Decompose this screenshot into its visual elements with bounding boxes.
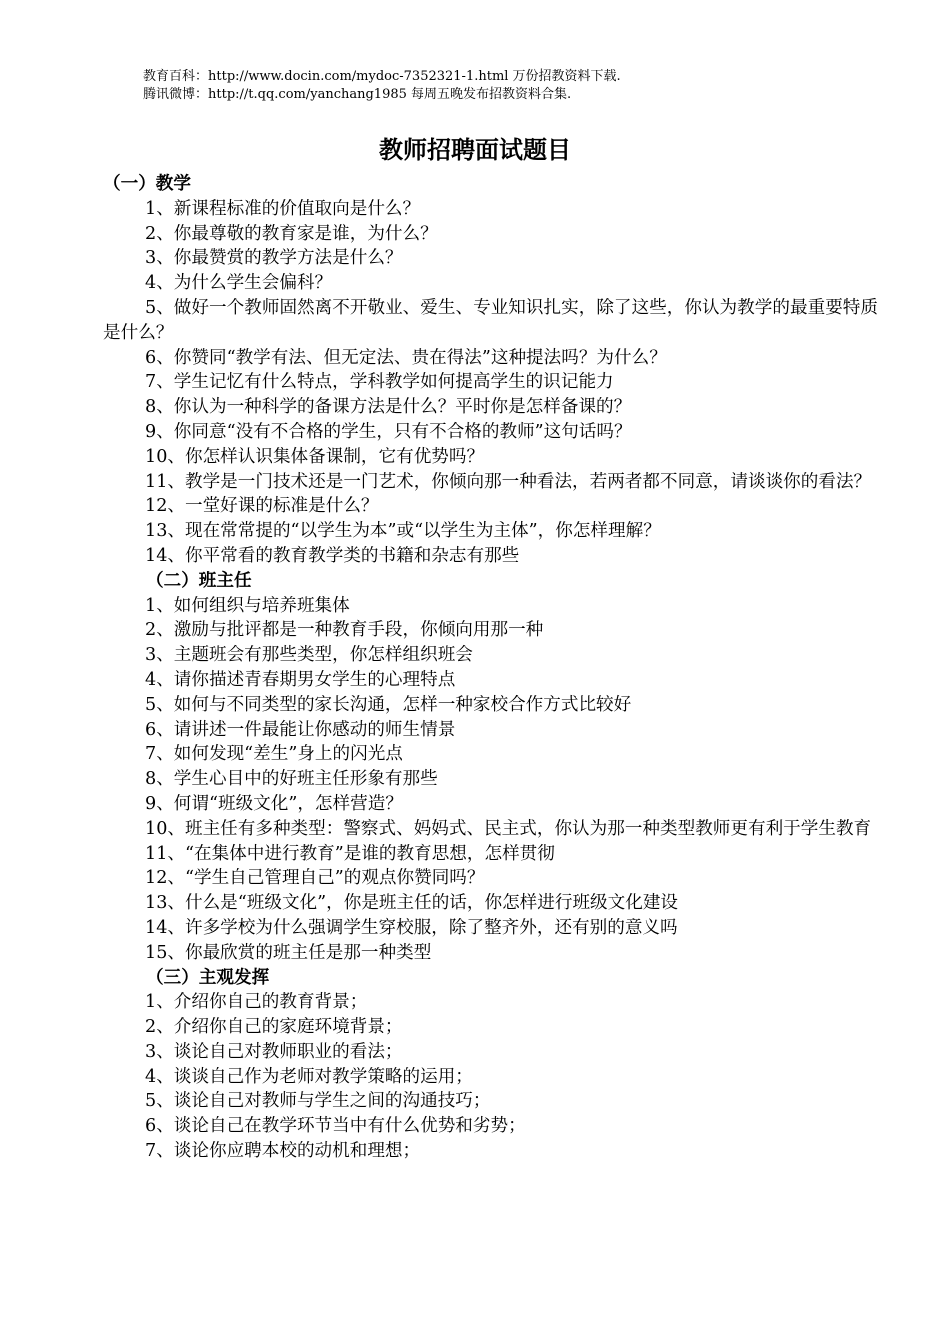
section-heading-head-teacher: （二）班主任 (146, 570, 252, 591)
question-item: 1、如何组织与培养班集体 (145, 595, 350, 616)
question-item: 2、激励与批评都是一种教育手段，你倾向用那一种 (145, 620, 544, 641)
question-item: 12、一堂好课的标准是什么？ (145, 496, 379, 517)
question-item: 5、如何与不同类型的家长沟通，怎样一种家校合作方式比较好 (145, 694, 632, 715)
question-item: 9、何谓“班级文化”，怎样营造？ (145, 793, 403, 814)
question-item: 15、你最欣赏的班主任是那一种类型 (145, 942, 432, 963)
question-item: 6、谈论自己在教学环节当中有什么优势和劣势； (145, 1116, 526, 1137)
question-item: 4、请你描述青春期男女学生的心理特点 (145, 669, 456, 690)
document-body (103, 172, 878, 1164)
header-line-weibo: 腾讯微博：http://t.qq.com/yanchang1985 每周五晚发布招教资料合集. (143, 87, 572, 102)
question-item: 11、教学是一门技术还是一门艺术，你倾向那一种看法，若两者都不同意，请谈谈你的看法？ (145, 471, 872, 492)
question-item: 10、班主任有多种类型：警察式、妈妈式、民主式，你认为那一种类型教师更有利于学生教育 (145, 818, 872, 839)
question-item: 4、为什么学生会偏科？ (145, 273, 333, 294)
question-item: 6、你赞同“教学有法、但无定法、贵在得法”这种提法吗？为什么？ (145, 347, 667, 368)
header-line-docin: 教育百科：http://www.docin.com/mydoc-7352321-1.html 万份招教资料下载. (143, 69, 621, 84)
question-item: 3、主题班会有那些类型，你怎样组织班会 (145, 645, 473, 666)
question-item: 1、新课程标准的价值取向是什么？ (145, 198, 421, 219)
question-item: 9、你同意“没有不合格的学生，只有不合格的教师”这句话吗？ (145, 421, 632, 442)
question-item: 8、学生心目中的好班主任形象有那些 (145, 769, 438, 790)
question-item: 2、介绍你自己的家庭环境背景； (145, 1017, 403, 1038)
question-item: 7、谈论你应聘本校的动机和理想； (145, 1141, 421, 1162)
question-item: 14、你平常看的教育教学类的书籍和杂志有那些 (145, 545, 520, 566)
question-item: 6、请讲述一件最能让你感动的师生情景 (145, 719, 456, 740)
question-item: 1、介绍你自己的教育背景； (145, 992, 368, 1013)
question-item: 4、谈谈自己作为老师对教学策略的运用； (145, 1066, 473, 1087)
question-item: 14、许多学校为什么强调学生穿校服，除了整齐外，还有别的意义吗 (145, 917, 678, 938)
section-heading-teaching: （一）教学 (103, 174, 191, 194)
question-item: 3、你最赞赏的教学方法是什么？ (145, 248, 403, 269)
question-item: 3、谈论自己对教师职业的看法； (145, 1041, 403, 1062)
question-item: 10、你怎样认识集体备课制，它有优势吗？ (145, 446, 485, 467)
question-item: 5、做好一个教师固然离不开敬业、爱生、专业知识扎实，除了这些，你认为教学的最重要特质是什么？ (103, 297, 878, 343)
page-header (143, 68, 621, 104)
question-item: 13、什么是“班级文化”，你是班主任的话，你怎样进行班级文化建设 (145, 893, 679, 914)
question-item: 12、“学生自己管理自己”的观点你赞同吗？ (145, 868, 485, 889)
question-item: 7、学生记忆有什么特点，学科教学如何提高学生的识记能力 (145, 372, 614, 393)
question-item: 13、现在常常提的“以学生为本”或“以学生为主体”，你怎样理解？ (145, 521, 661, 542)
document-title: 教师招聘面试题目 (379, 136, 571, 164)
section-heading-self-expression: （三）主观发挥 (146, 967, 270, 988)
question-item: 7、如何发现“差生”身上的闪光点 (145, 744, 403, 765)
question-item: 11、“在集体中进行教育”是谁的教育思想，怎样贯彻 (145, 843, 555, 864)
question-item: 2、你最尊敬的教育家是谁，为什么？ (145, 223, 438, 244)
question-item: 5、谈论自己对教师与学生之间的沟通技巧； (145, 1091, 491, 1112)
question-item: 8、你认为一种科学的备课方法是什么？平时你是怎样备课的？ (145, 397, 632, 418)
